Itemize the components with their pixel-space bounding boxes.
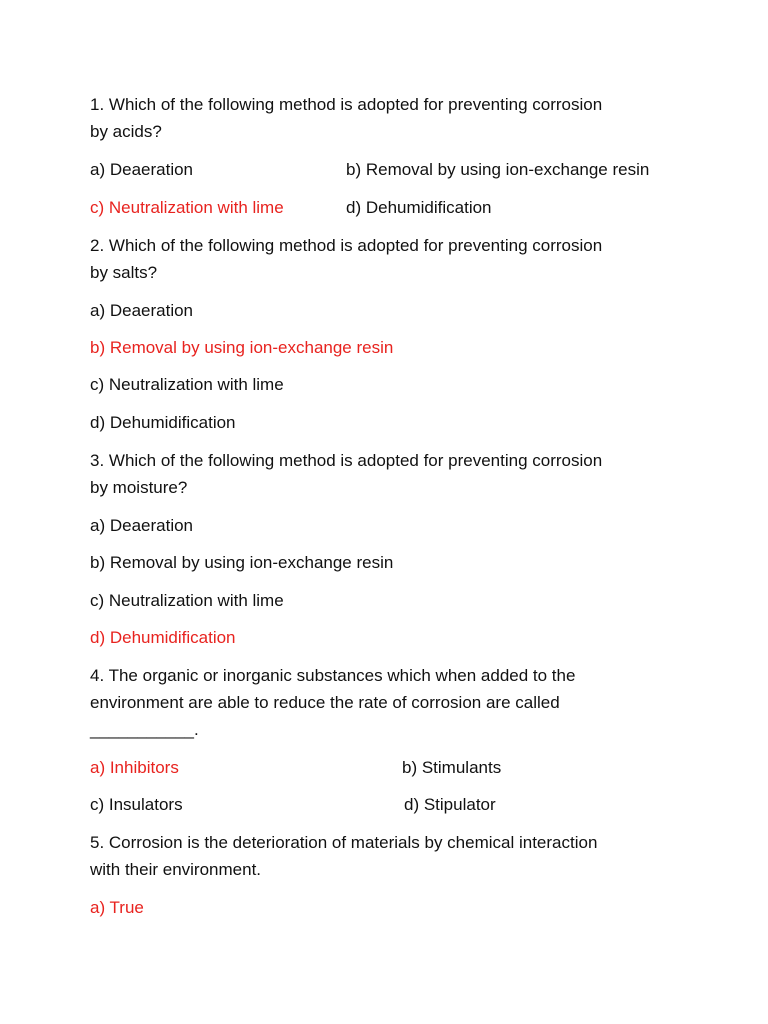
question-5-text-line-1: 5. Corrosion is the deterioration of materials by chemical interaction xyxy=(90,833,598,852)
question-4-text-line-1: 4. The organic or inorganic substances which when added to the xyxy=(90,666,576,685)
question-4-option-d: d) Stipulator xyxy=(404,795,496,814)
question-1-text-line-2: by acids? xyxy=(90,122,162,141)
question-3-text-line-2: by moisture? xyxy=(90,478,188,497)
question-2-text-line-1: 2. Which of the following method is adopted for preventing corrosion xyxy=(90,236,603,255)
question-1-option-d: d) Dehumidification xyxy=(346,198,492,217)
question-4-option-c: c) Insulators xyxy=(90,795,183,814)
question-4-option-b: b) Stimulants xyxy=(402,758,502,777)
question-1-option-b: b) Removal by using ion-exchange resin xyxy=(346,160,650,179)
question-5-option-a-answer: a) True xyxy=(90,898,144,917)
question-2-option-b-answer: b) Removal by using ion-exchange resin xyxy=(90,338,394,357)
question-3-option-a: a) Deaeration xyxy=(90,516,194,535)
question-1-text-line-1: 1. Which of the following method is adopted for preventing corrosion xyxy=(90,95,603,114)
question-3-text-line-1: 3. Which of the following method is adopted for preventing corrosion xyxy=(90,451,603,470)
question-1-option-c-answer: c) Neutralization with lime xyxy=(90,198,284,217)
question-3-option-b: b) Removal by using ion-exchange resin xyxy=(90,553,394,572)
question-4-option-a-answer: a) Inhibitors xyxy=(90,758,179,777)
question-2-option-d: d) Dehumidification xyxy=(90,413,236,432)
question-2-option-a: a) Deaeration xyxy=(90,301,194,320)
question-1-option-a: a) Deaeration xyxy=(90,160,194,179)
question-4-text-line-2: environment are able to reduce the rate of corrosion are called xyxy=(90,693,560,712)
question-5-text-line-2: with their environment. xyxy=(90,860,262,879)
question-3-option-d-answer: d) Dehumidification xyxy=(90,628,236,647)
question-4-blank-line: ___________. xyxy=(90,720,199,739)
question-2-option-c: c) Neutralization with lime xyxy=(90,375,284,394)
question-2-text-line-2: by salts? xyxy=(90,263,158,282)
question-3-option-c: c) Neutralization with lime xyxy=(90,591,284,610)
